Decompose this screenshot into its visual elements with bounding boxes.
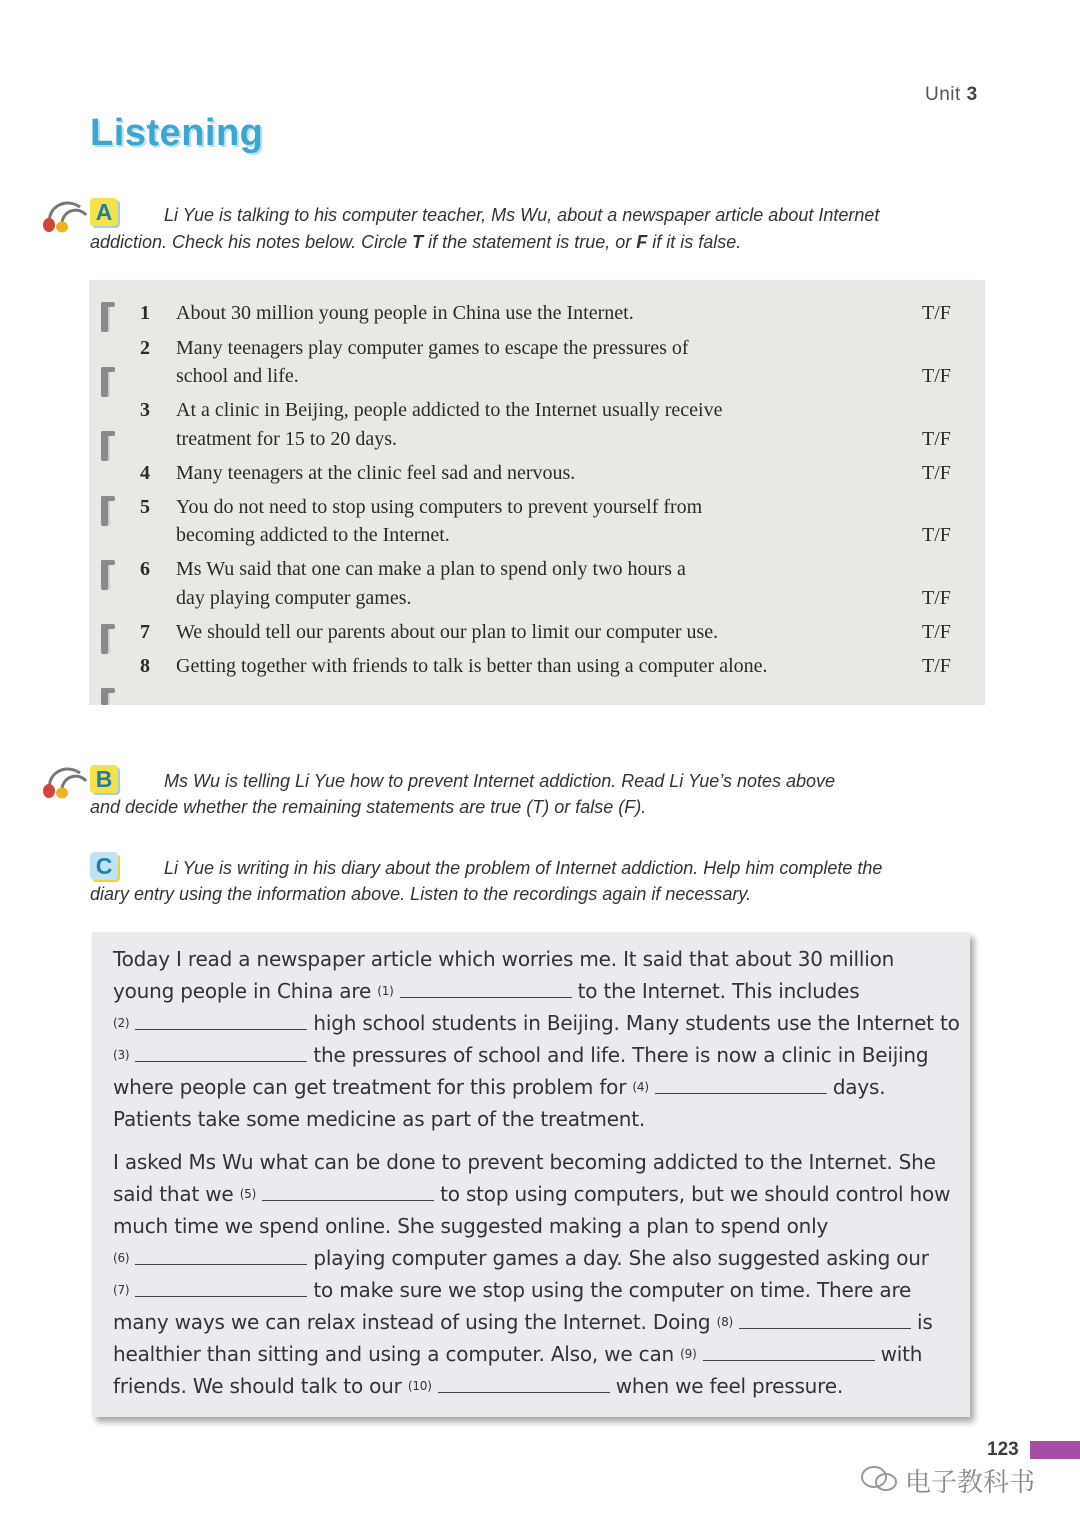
section-a-instruction-line1: Li Yue is talking to his computer teacher, Ms Wu, about a newspaper article about Internet (164, 205, 880, 225)
section-b-instruction-line2: and decide whether the remaining statements are true (T) or false (F). (90, 797, 647, 817)
binder-ring (101, 624, 108, 654)
statement-text: school and life. (176, 365, 299, 387)
statement-number: 8 (140, 655, 150, 677)
statement-number: 6 (140, 558, 150, 580)
section-b-instruction-line1: Ms Wu is telling Li Yue how to prevent Internet addiction. Read Li Yue’s notes above (164, 771, 836, 791)
diary-line: young people in China are (1) to the Internet. This includes (113, 979, 860, 1003)
answer-blank[interactable] (739, 1310, 911, 1329)
answer-blank[interactable] (135, 1246, 307, 1265)
true-false-option[interactable]: T/F (922, 524, 951, 546)
unit-label: Unit 3 (925, 84, 978, 105)
statement-text: Getting together with friends to talk is better than using a computer alone. (176, 655, 768, 677)
binder-ring (101, 560, 108, 590)
blank-number: (5) (239, 1187, 257, 1201)
diary-line: healthier than sitting and using a computer. Also, we can (9) with (113, 1342, 923, 1366)
watermark-text: 电子教科书 (905, 1467, 1036, 1497)
statement-text: About 30 million young people in China use the Internet. (176, 302, 634, 324)
true-false-option[interactable]: T/F (922, 621, 951, 643)
true-false-option[interactable]: T/F (922, 365, 951, 387)
binder-ring (101, 496, 108, 526)
statement-number: 2 (140, 337, 150, 359)
diary-line: many ways we can relax instead of using the Internet. Doing (8) is (113, 1310, 933, 1334)
diary-line: said that we (5) to stop using computers, but we should control how (113, 1182, 951, 1206)
blank-number: (6) (113, 1251, 130, 1265)
statement-number: 3 (140, 399, 150, 421)
statement-text: At a clinic in Beijing, people addicted to the Internet usually receive (176, 399, 723, 421)
statement-number: 5 (140, 496, 150, 518)
section-a-badge: A (90, 198, 118, 226)
true-false-option[interactable]: T/F (922, 302, 951, 324)
diary-line: (3) the pressures of school and life. There is now a clinic in Beijing (113, 1043, 929, 1067)
section-c-instruction-line2: diary entry using the information above. Listen to the recordings again if necessary. (90, 884, 752, 904)
answer-blank[interactable] (135, 1043, 307, 1062)
diary-line: (2) high school students in Beijing. Many students use the Internet to (113, 1011, 960, 1035)
statement-number: 7 (140, 621, 150, 643)
answer-blank[interactable] (262, 1182, 434, 1201)
section-c-instruction-line1: Li Yue is writing in his diary about the problem of Internet addiction. Help him complete the (164, 858, 883, 878)
page-number: 123 (987, 1439, 1019, 1460)
answer-blank[interactable] (703, 1342, 875, 1361)
blank-number: (3) (113, 1048, 130, 1062)
wechat-icon (860, 1465, 900, 1493)
statement-text: Many teenagers play computer games to escape the pressures of (176, 337, 689, 359)
statement-text: You do not need to stop using computers to prevent yourself from (176, 496, 703, 518)
true-false-option[interactable]: T/F (922, 428, 951, 450)
answer-blank[interactable] (400, 979, 572, 998)
binder-ring (101, 431, 108, 461)
answer-blank[interactable] (135, 1278, 307, 1297)
diary-line: Today I read a newspaper article which worries me. It said that about 30 million (113, 947, 895, 971)
statement-number: 1 (140, 302, 150, 324)
binder-ring (101, 302, 108, 332)
diary-line: (7) to make sure we stop using the computer on time. There are (113, 1278, 912, 1302)
statement-text: treatment for 15 to 20 days. (176, 428, 398, 450)
blank-number: (8) (716, 1315, 734, 1329)
blank-number: (9) (680, 1347, 697, 1361)
diary-line: much time we spend online. She suggested making a plan to spend only (113, 1214, 829, 1238)
answer-blank[interactable] (135, 1011, 307, 1030)
statement-text: day playing computer games. (176, 587, 412, 609)
blank-number: (7) (113, 1283, 130, 1297)
blank-number: (1) (377, 984, 394, 998)
blank-number: (2) (113, 1016, 130, 1030)
true-false-option[interactable]: T/F (922, 462, 951, 484)
answer-blank[interactable] (655, 1075, 827, 1094)
unit-number: 3 (966, 84, 978, 105)
true-false-option[interactable]: T/F (922, 655, 951, 677)
diary-line: friends. We should talk to our (10) when we feel pressure. (113, 1374, 844, 1398)
headphones-icon (40, 763, 88, 799)
section-a-instruction-line2: addiction. Check his notes below. Circle T if the statement is true, or F if it is false. (90, 232, 742, 252)
diary-line: where people can get treatment for this problem for (4) days. (113, 1075, 886, 1099)
binder-ring (101, 367, 108, 397)
statement-text: Ms Wu said that one can make a plan to spend only two hours a (176, 558, 686, 580)
statement-number: 4 (140, 462, 150, 484)
true-false-option[interactable]: T/F (922, 587, 951, 609)
diary-line: (6) playing computer games a day. She also suggested asking our (113, 1246, 929, 1270)
statement-text: becoming addicted to the Internet. (176, 524, 450, 546)
statement-text: We should tell our parents about our plan to limit our computer use. (176, 621, 719, 643)
diary-line: I asked Ms Wu what can be done to prevent becoming addicted to the Internet. She (113, 1150, 936, 1174)
blank-number: (4) (632, 1080, 649, 1094)
section-b-badge: B (90, 765, 118, 793)
statement-text: Many teenagers at the clinic feel sad and nervous. (176, 462, 576, 484)
headphones-icon (40, 197, 88, 233)
blank-number: (10) (407, 1379, 432, 1393)
answer-blank[interactable] (438, 1374, 610, 1393)
binder-ring (101, 688, 108, 705)
diary-line: Patients take some medicine as part of the treatment. (113, 1107, 646, 1131)
page-title: Listening (90, 112, 264, 154)
page-color-bar (1030, 1441, 1080, 1459)
section-c-badge: C (90, 852, 118, 880)
